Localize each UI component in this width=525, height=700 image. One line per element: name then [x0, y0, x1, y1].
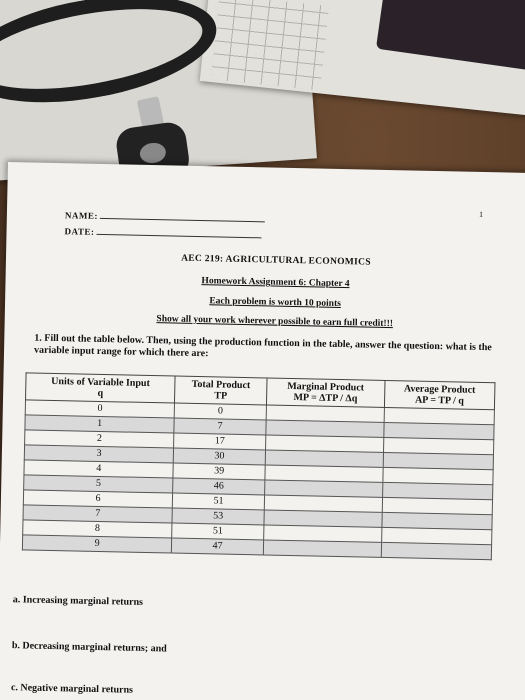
cell-tp: 51	[173, 493, 265, 510]
cell-q: 5	[24, 475, 174, 493]
name-label: NAME:	[64, 210, 98, 221]
header-marginal-product: Marginal Product MP = ΔTP / Δq	[266, 378, 384, 407]
sub-question-c: c. Negative marginal returns	[10, 682, 134, 696]
cell-tp: 51	[172, 523, 264, 540]
homework-title: Homework Assignment 6: Chapter 4	[201, 276, 350, 290]
header-average-product: Average Product AP = TP / q	[384, 380, 495, 409]
cell-tp: 0	[174, 403, 266, 420]
date-label: DATE:	[64, 226, 95, 237]
homework-worksheet	[0, 162, 525, 700]
course-title: AEC 219: AGRICULTURAL ECONOMICS	[181, 253, 371, 268]
cell-tp: 47	[172, 538, 264, 555]
date-line	[96, 226, 261, 238]
cell-tp: 53	[172, 508, 264, 525]
sub-question-a: a. Increasing marginal returns	[12, 594, 144, 608]
question-1: 1. Fill out the table below. Then, using the production function in the table, answer the question: what is the variable input range for which there are:	[33, 332, 492, 360]
key-logo-icon	[139, 141, 168, 164]
cell-tp: 7	[174, 418, 266, 435]
page-number: 1	[478, 209, 484, 219]
cell-q: 0	[25, 400, 175, 418]
cell-q: 2	[25, 430, 175, 448]
cell-tp: 30	[174, 448, 266, 465]
cell-q: 6	[23, 490, 173, 508]
cell-tp: 39	[173, 463, 265, 480]
credit-note: Show all your work wherever possible to earn full credit!!!	[156, 314, 394, 330]
date-field	[64, 225, 261, 240]
cell-tp: 17	[174, 433, 266, 450]
cell-ap[interactable]	[381, 542, 492, 559]
cell-q: 9	[22, 535, 172, 553]
header-total-product: Total Product TP	[175, 376, 267, 405]
name-field	[65, 209, 265, 224]
cell-tp: 46	[173, 478, 265, 495]
points-note: Each problem is worth 10 points	[209, 296, 341, 310]
name-line	[100, 210, 265, 222]
cell-q: 4	[24, 460, 174, 478]
cell-q: 8	[23, 520, 173, 538]
cell-q: 7	[23, 505, 173, 523]
production-function-table	[22, 372, 496, 560]
cell-q: 3	[24, 445, 174, 463]
header-units: Units of Variable Input q	[26, 373, 176, 403]
cell-q: 1	[25, 415, 175, 433]
background-form-grid	[211, 0, 329, 91]
cell-mp[interactable]	[263, 540, 381, 557]
sub-question-b: b. Decreasing marginal returns; and	[11, 640, 167, 655]
